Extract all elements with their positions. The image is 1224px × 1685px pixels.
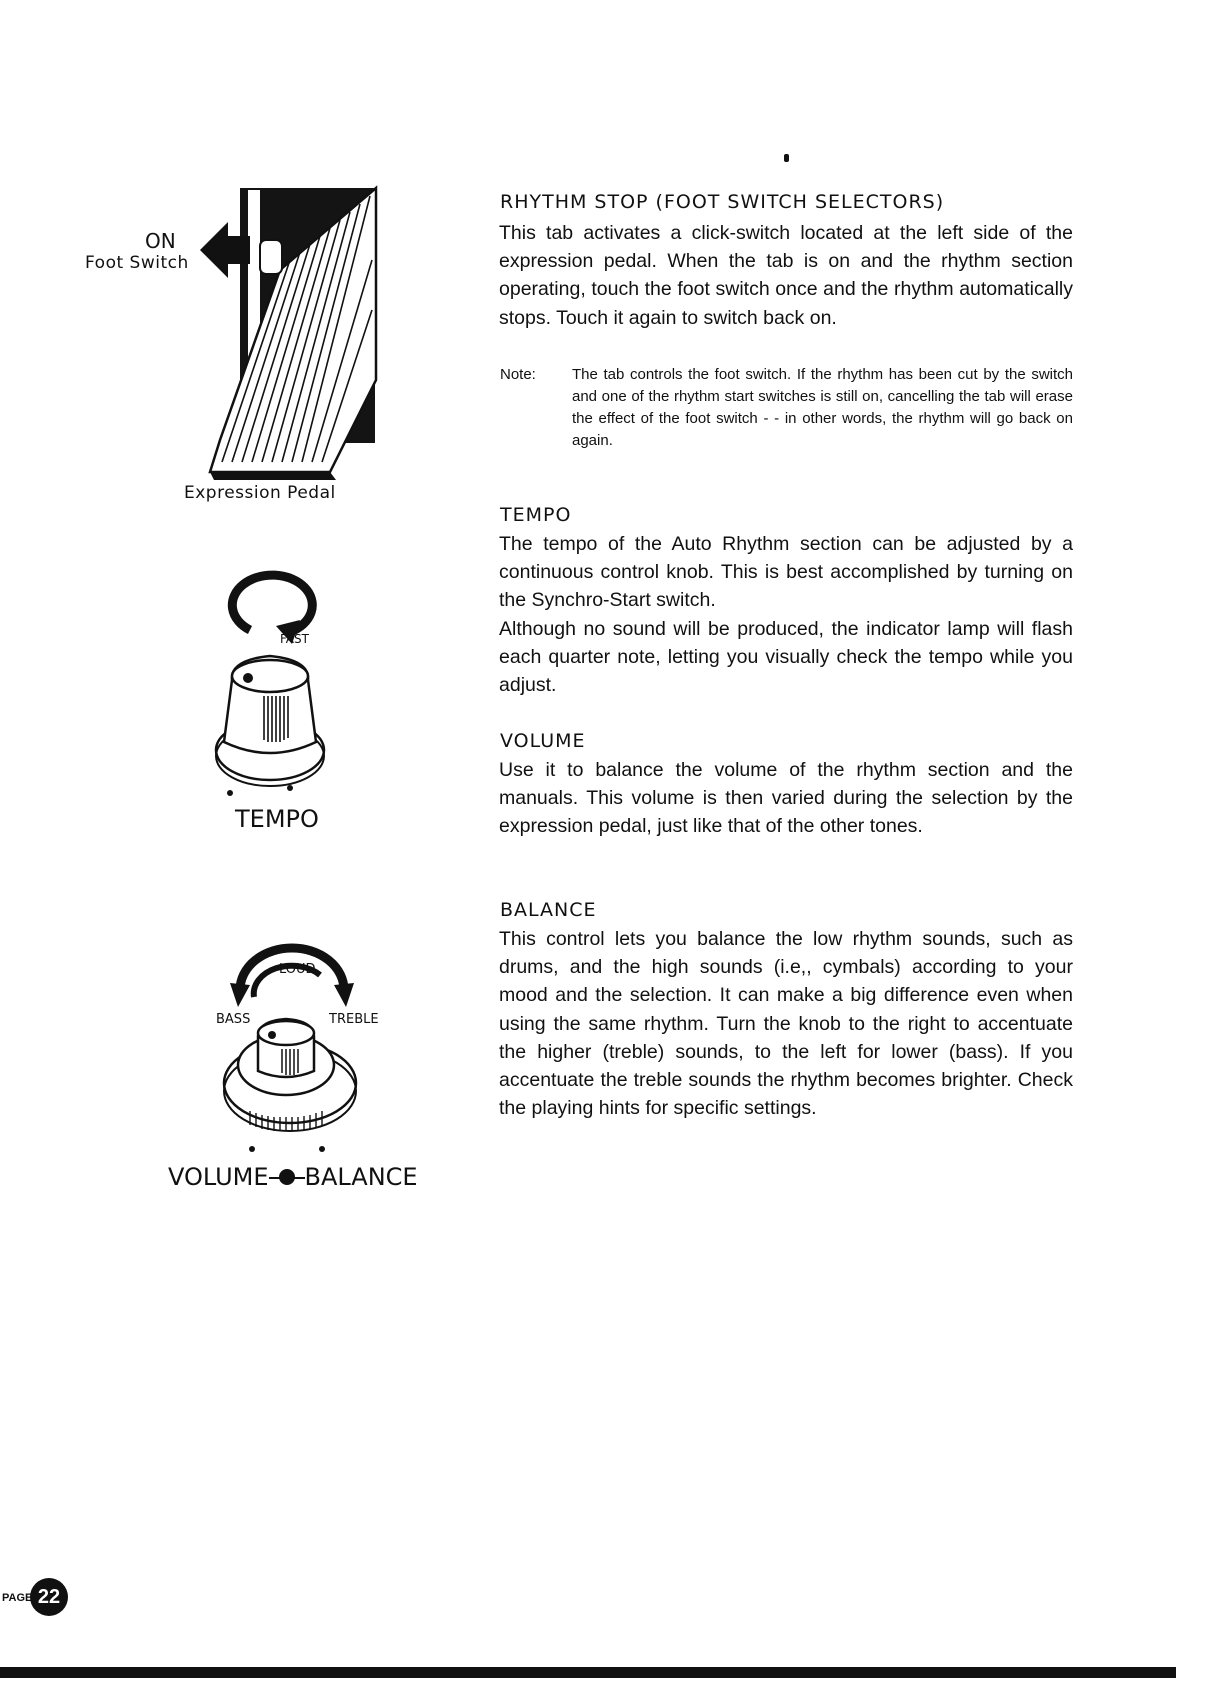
rhythm-stop-note-body: The tab controls the foot switch. If the rhythm has been cut by the switch and one of the rhythm start switches is still on, cancelling the tab will erase the effect of the foot switch - - in other words, the rhythm will go back on again. (572, 366, 1073, 449)
rhythm-stop-note-label: Note: (500, 366, 536, 383)
tempo-knob-drawing (200, 560, 360, 810)
pedal-foot-switch-label: Foot Switch (85, 253, 189, 273)
expression-pedal-drawing (150, 180, 390, 480)
volume-balance-knob-drawing (210, 915, 380, 1155)
volume-loud-label: LOUD (279, 962, 316, 977)
rhythm-stop-body: This tab activates a click-switch located at the left side of the expression pedal. When the tab is on and the rhythm section operating, touch the foot switch once and the rhythm automatically stops. Touch it again to switch back on. (499, 222, 1073, 329)
volume-title: VOLUME (500, 730, 586, 752)
page-prefix: PAGE (2, 1592, 33, 1604)
counterclockwise-arrow-icon (230, 983, 250, 1007)
tempo-caption: TEMPO (235, 805, 319, 833)
balance-treble-label: TREBLE (329, 1012, 379, 1027)
tempo-title: TEMPO (500, 504, 572, 526)
print-speck (784, 154, 789, 162)
balance-title: BALANCE (500, 899, 597, 921)
knob-dot-icon (269, 1169, 305, 1187)
bottom-rule (0, 1667, 1176, 1678)
clockwise-arrow-icon (334, 983, 354, 1007)
page-number-badge (2, 1578, 68, 1618)
pedal-on-label: ON (145, 229, 176, 253)
volume-balance-caption (168, 1163, 418, 1191)
rhythm-stop-title: RHYTHM STOP (FOOT SWITCH SELECTORS) (500, 191, 945, 213)
page-number: 22 (37, 1586, 61, 1608)
balance-body: This control lets you balance the low rhythm sounds, such as drums, and the high sounds (i.e,, cymbals) according to your mood and the selection. It can make a big difference even when using the same rhythm. Turn the knob to the right to accentuate the higher (treble) sounds, to the left for lower (bass). If you accentuate the treble sounds the rhythm becomes brighter. Check the playing hints for specific settings. (499, 928, 1073, 1120)
balance-bass-label: BASS (216, 1012, 251, 1027)
volume-caption: VOLUME (168, 1163, 269, 1191)
tempo-body-1: The tempo of the Auto Rhythm section can be adjusted by a continuous control knob. This is best accomplished by turning on the Synchro-Start switch. (499, 533, 1073, 612)
pedal-caption: Expression Pedal (184, 483, 336, 503)
balance-caption: BALANCE (304, 1163, 418, 1191)
tempo-fast-label: FAST (280, 632, 309, 646)
tempo-body-2: Although no sound will be produced, the indicator lamp will flash each quarter note, letting you visually check the tempo while you adjust. (499, 618, 1073, 697)
volume-body: Use it to balance the volume of the rhythm section and the manuals. This volume is then varied during the selection by the expression pedal, just like that of the other tones. (499, 759, 1073, 838)
